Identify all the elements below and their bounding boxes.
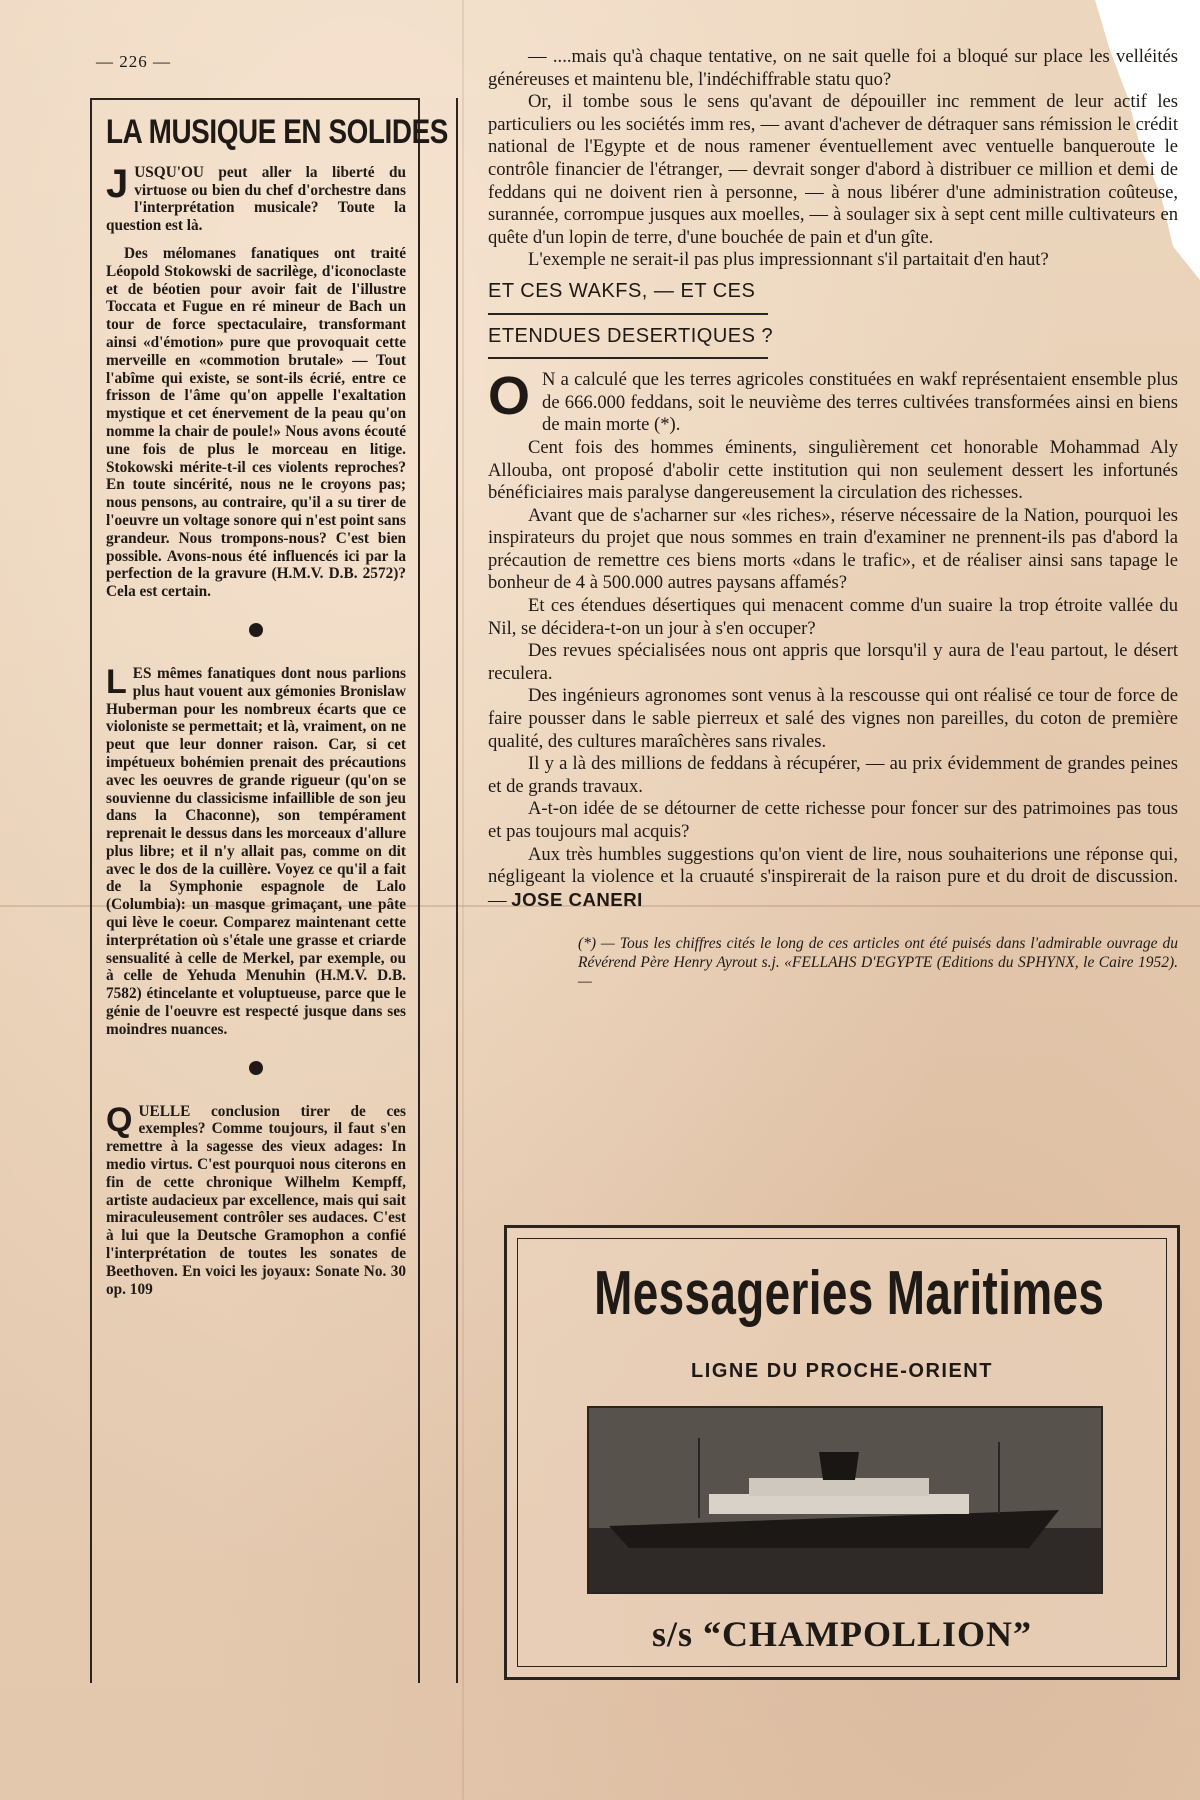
right-paragraph-4 xyxy=(488,366,1178,437)
section-separator-dot xyxy=(249,623,263,637)
paper-fold-vertical xyxy=(462,0,464,1800)
right-paragraph-11: A-t-on idée de se détourner de cette richesse pour foncer sur des patrimoines pas tous et pas toujours mal acquis? xyxy=(488,798,1178,842)
right-paragraph-10: Il y a là des millions de feddans à récupérer, — au prix évidemment de grandes peines et de grands travaux. xyxy=(488,753,1178,797)
subheading-line-1: ET CES WAKFS, — ET CES xyxy=(488,279,756,302)
subheading-line-2: ETENDUES DESERTIQUES ? xyxy=(488,324,774,347)
right-paragraph-8: Des revues spécialisées nous ont appris que lorsqu'il y aura de l'eau partout, le désert reculera. xyxy=(488,640,1178,684)
paragraph-text: UELLE conclusion tirer de ces exemples? Comme toujours, il faut s'en remettre à la sagesse des vieux adages: In medio virtus. C'est pourquoi nous citerons en fin de cette chronique Wilhelm Kempff, artiste audacieux par excellence, mais qui sait miraculeusement contrôler ses audaces. C'est à lui que la Deutsche Gramophon a confié l'interprétation de toutes les sonates de Beethoven. En voici les joyaux: Sonate No. 30 op. 109 xyxy=(106,1102,406,1298)
right-paragraph-7: Et ces étendues désertiques qui menacent comme d'un suaire la trop étroite vallée du Nil, se décidera-t-on un jour à s'en occuper? xyxy=(488,595,1178,639)
right-paragraph-5: Cent fois des hommes éminents, singulièrement cet honorable Mohammad Aly Allouba, ont proposé d'abolir cette institution qui non seulement dessert les infortunés bénéficiaires mais paralyse dangereusement la circulation des richesses. xyxy=(488,436,1178,504)
paragraph-text: USQU'OU peut aller la liberté du virtuose ou bien du chef d'orchestre dans l'interprétation musicale? Toute la question est là. xyxy=(106,163,406,235)
ship-illustration xyxy=(589,1408,1101,1592)
left-paragraph-1 xyxy=(106,161,406,235)
right-paragraph-2: Or, il tombe sous le sens qu'avant de dépouiller inc remment de leur actif les particuliers ou les sociétés imm res, — avant d'achever de détraquer sans rémission le crédit national de l'Egypte et de nous ramener éventuellement avec ventuelle banqueroute le contrôle financier de l'étranger, — devrait songer d'abord à distribuer ce million et demi de feddans qui ne doivent rien à personne, — à nous libérer d'une administration coûteuse, surannée, corrompue jusques aux moelles, — à soulager six à sept cent mille cultivateurs en quête d'un lopin de terre, d'une bouchée de pain et d'un gîte. xyxy=(488,91,1178,248)
drop-cap: Q xyxy=(106,1100,133,1139)
ad-subtitle: LIGNE DU PROCHE-ORIENT xyxy=(691,1360,993,1382)
ad-title: Messageries Maritimes xyxy=(594,1259,1105,1328)
paragraph-text: Aux très humbles suggestions qu'on vient de lire, nous souhaiterions une réponse qui, négligeant la violence et la cruauté s'inspirerait de la raison pure et du droit de discussion. — xyxy=(488,843,1178,911)
ship-photo xyxy=(587,1406,1103,1594)
left-paragraph-2: Des mélomanes fanatiques ont traité Léopold Stokowski de sacrilège, d'iconoclaste et de béotien pour avoir fait de l'illustre Toccata et Fugue en ré mineur de Bach un tour de force spectaculaire, transformant ainsi «d'émotion» pure que provoquait cette merveille en «commotion brutale» — Tout l'abîme qui existe, se sont-ils écrié, entre ce frisson de l'âme qu'on appelle l'exaltation mystique et cet énervement de la peau qu'on nomme la chair de poule!» Nous avons écouté une fois de plus le morceau en litige. Stokowski mérite-t-il ces violents reproches? En toute sincérité, nous ne le croyons pas; nous pensons, au contraire, qu'il a su tirer de l'oeuvre un voltage sonore qui n'est point sans grandeur. Nous trompons-nous? C'est bien possible. Avons-nous été influencés ici par la perfection de la gravure (H.M.V. D.B. 2572)? Cela est certain. xyxy=(106,244,406,601)
ship-superstructure xyxy=(709,1494,969,1514)
page-number: — 226 — xyxy=(96,52,171,71)
left-column-article xyxy=(90,98,448,1683)
right-paragraph-1: — ....mais qu'à chaque tentative, on ne sait quelle foi a bloqué sur place les velléités généreuses et maintenu ble, l'indéchiffrable statu quo? xyxy=(488,46,1178,90)
right-paragraph-9: Des ingénieurs agronomes sont venus à la rescousse qui ont réalisé ce tour de force de faire pousser dans le sable pierreux et salé des vignes non pareilles, du coton de première qualité, des cultures maraîchères sans rivales. xyxy=(488,685,1178,752)
footnote: (*) — Tous les chiffres cités le long de ces articles ont été puisés dans l'admirable ouvrage du Révérend Père Henry Ayrout s.j. «FELLAHS D'EGYPTE (Editions du SPHYNX, le Caire 1952). — xyxy=(578,935,1178,991)
right-column-article xyxy=(488,46,1178,991)
ship-funnel xyxy=(819,1452,859,1480)
ship-upper-deck xyxy=(749,1478,929,1496)
paragraph-text: N a calculé que les terres agricoles constituées en wakf représentaient ensemble plus de 666.000 feddans, soit le neuvième des terres cultivées transformées ainsi en biens de main morte (*). xyxy=(542,369,1178,436)
right-paragraph-6: Avant que de s'acharner sur «les riches», réserve nécessaire de la Nation, pourquoi les inspirateurs du projet que nous sommes en train d'examiner ne prennent-ils pas d'abord la précaution de remettre ces biens morts «dans le trafic», et de réaliser ainsi sans tapage le bonheur de 4 à 500.000 autres paysans affamés? xyxy=(488,504,1178,594)
subheading-rule xyxy=(488,313,768,315)
article-title: LA MUSIQUE EN SOLIDES xyxy=(106,113,448,151)
drop-cap: J xyxy=(106,161,129,206)
left-paragraph-3 xyxy=(106,662,406,1039)
right-paragraph-3: L'exemple ne serait-il pas plus impressionnant s'il partaitait d'en haut? xyxy=(528,249,1049,271)
column-divider xyxy=(456,98,458,1683)
drop-cap: O xyxy=(488,366,531,427)
subheading-rule xyxy=(488,357,768,359)
author-signature: JOSE CANERI xyxy=(511,888,643,910)
right-paragraph-12 xyxy=(488,844,1178,913)
advertisement-box xyxy=(504,1225,1180,1680)
ad-ship-name: s/s “CHAMPOLLION” xyxy=(651,1614,1033,1654)
left-paragraph-4 xyxy=(106,1100,406,1299)
drop-cap: L xyxy=(106,662,127,701)
paragraph-text: ES mêmes fanatiques dont nous parlions plus haut vouent aux gémonies Bronislaw Huberman pour les nombreux écarts que ce violoniste se permettait; et là, vraiment, on ne peut que leur donner raison. Car, si cet impétueux bohémien prenait des précautions avec les oeuvres de grande rigueur (qu'on se souvienne du classicisme infaillible de son jeu dans la Chaconne), son tempérament reprenait le dessus dans les morceaux d'allure plus libre; et il n'y allait pas, comme on dit avec le dos de la cuillère. Voyez ce qu'il a fait de la Symphonie espagnole de Lalo (Columbia): un masque grimaçant, une pâte qui lève le coeur. Comparez maintenant cette interprétation où s'étale une grasse et criarde sensualité à celle de Merkel, par exemple, ou à celle de Yehuda Menuhin (H.M.V. D.B. 7582) étincelante et voluptueuse, parce que le génie de l'oeuvre est respecté jusque dans ses moindres nuances. xyxy=(106,664,406,1038)
section-separator-dot xyxy=(249,1061,263,1075)
